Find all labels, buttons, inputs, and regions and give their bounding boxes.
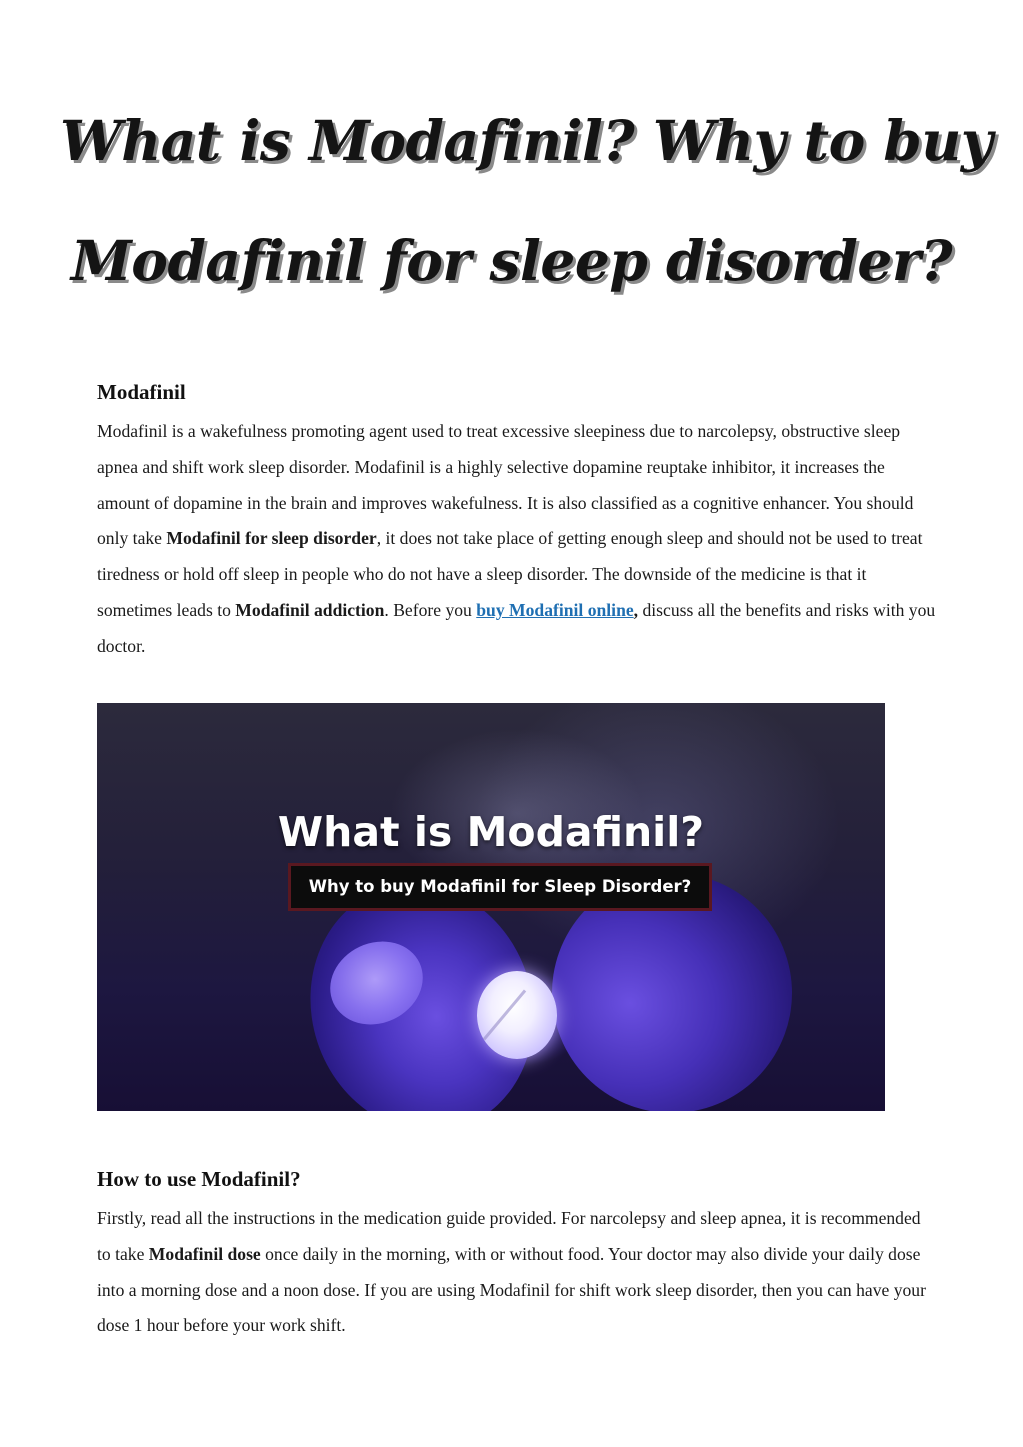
hero-heading: What is Modafinil?: [277, 808, 705, 856]
page-title-line-2: Modafinil for sleep disorder?: [70, 228, 953, 293]
bold-phrase-sleep-disorder: Modafinil for sleep disorder: [166, 528, 377, 549]
paragraph-text: Modafinil is a wakefulness promoting agent used to treat excessive sleepiness due to narcolepsy, obstructive sleep apnea and shift work sleep disorder. Modafinil is a highly selective dopamine reuptake inhibitor, it increases the amount of dopamine in the brain and improves wakefulness. It is also classified as a cognitive enhancer. You should only take: [97, 421, 914, 549]
paragraph-text: , it does not take place of getting enough sleep and should not be used to treat tiredness or hold off sleep in people who do not have a sleep disorder. The downside of the medicine is that it sometimes leads to: [97, 528, 923, 620]
section-heading-how-to-use: How to use Modafinil?: [97, 1167, 301, 1191]
link-comma: ,: [633, 599, 639, 620]
bold-phrase-addiction: Modafinil addiction: [235, 599, 385, 620]
buy-modafinil-online-link[interactable]: buy Modafinil online: [476, 599, 634, 620]
page-title-line-1: What is Modafinil? Why to buy: [60, 108, 993, 173]
hero-banner: Why to buy Modafinil for Sleep Disorder?: [291, 866, 709, 908]
bold-phrase-dose: Modafinil dose: [148, 1243, 261, 1264]
paragraph-modafinil-intro: [97, 414, 937, 665]
paragraph-text: discuss all the benefits and risks with you doctor.: [97, 599, 936, 656]
paragraph-text: once daily in the morning, with or without food. Your doctor may also divide your daily dose into a morning dose and a noon dose. If you are using Modafinil for shift work sleep disorder, then you can have your dose 1 hour before your work shift.: [97, 1243, 926, 1336]
paragraph-how-to-use: [97, 1201, 937, 1344]
section-heading-modafinil: Modafinil: [97, 380, 186, 404]
pill-icon: [477, 971, 557, 1059]
paragraph-text: Firstly, read all the instructions in the medication guide provided. For narcolepsy and sleep apnea, it is recommended to take: [97, 1208, 921, 1264]
pill-score-line: [483, 990, 526, 1041]
paragraph-text: . Before you: [384, 599, 477, 620]
hero-image: [97, 703, 885, 1111]
